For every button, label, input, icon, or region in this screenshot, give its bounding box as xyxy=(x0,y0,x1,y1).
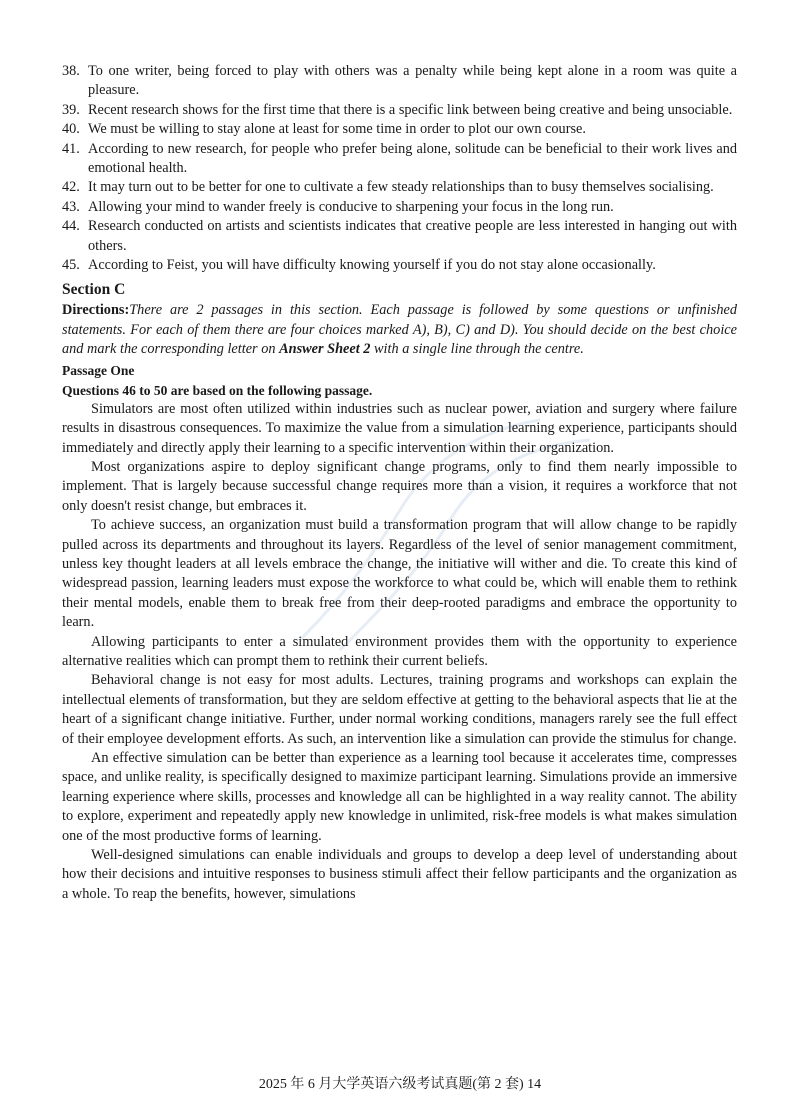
statement-number: 38. xyxy=(62,63,80,79)
directions-text-2: with a single line through the centre. xyxy=(370,341,584,358)
statement-item xyxy=(62,101,737,120)
statement-number: 40. xyxy=(62,121,80,138)
statement-text: According to new research, for people who prefer being alone, solitude can be beneficial to their work lives and emotional health. xyxy=(88,140,737,177)
statement-text: According to Feist, you will have difficulty knowing yourself if you do not stay alone occasionally. xyxy=(88,257,656,274)
statement-list xyxy=(62,62,737,275)
page-content xyxy=(62,62,737,904)
statement-item xyxy=(62,178,737,197)
passage-paragraph: An effective simulation can be better than experience as a learning tool because it accelerates time, compresses space, and unlike reality, is specifically designed to maximize participant learning. Simulations provide an immersive learning experience where skills, processes and knowledge all can be highlighted in a way reality cannot. The ability to explore, experiment and repeatedly apply new knowledge in unlimited, risk-free models is what makes simulation one of the most productive forms of learning. xyxy=(62,750,737,844)
statement-item xyxy=(62,62,737,101)
statement-number: 42. xyxy=(62,179,80,196)
statement-number: 45. xyxy=(62,257,80,274)
statement-text: Recent research shows for the first time that there is a specific link between being creative and being unsociable. xyxy=(88,101,733,118)
statement-text: It may turn out to be better for one to cultivate a few steady relationships than to busy themselves socialising. xyxy=(88,179,714,196)
passage-paragraph: Well-designed simulations can enable individuals and groups to develop a deep level of understanding about how their decisions and intuitive responses to business stimuli affect their fellow participants and the organization as a whole. To reap the benefits, however, simulations xyxy=(62,847,737,902)
statement-text: Research conducted on artists and scientists indicates that creative people are less interested in hanging out with others. xyxy=(88,218,737,254)
directions-text-1: There are 2 passages in this section. Each passage is followed by some questions or unfinished statements. For each of them there are four choices marked A), B), C) and D). You should decide on the best choice and mark the corresponding letter on xyxy=(62,302,737,358)
passage-paragraph: Allowing participants to enter a simulated environment provides them with the opportunity to experience alternative realities which can prompt them to rethink their current beliefs. xyxy=(62,633,737,669)
passage-body xyxy=(62,400,737,905)
statement-number: 41. xyxy=(62,140,80,157)
statement-item xyxy=(62,217,737,256)
answer-sheet-label: Answer Sheet 2 xyxy=(279,341,371,358)
statement-item xyxy=(62,256,737,275)
section-title: Section C xyxy=(62,281,126,299)
statement-text: We must be willing to stay alone at least for some time in order to plot our own course. xyxy=(88,121,586,138)
passage-paragraph: Behavioral change is not easy for most adults. Lectures, training programs and workshops can explain the intellectual elements of transformation, but they are seldom effective at getting to the behavioral aspects that lie at the heart of a significant change initiative. Further, under normal working conditions, managers rarely see the full effect of their employee development efforts. As such, an intervention like a simulation can provide the stimulus for change. xyxy=(62,672,737,747)
statement-text: Allowing your mind to wander freely is conducive to sharpening your focus in the long run. xyxy=(88,198,614,215)
passage-paragraph: To achieve success, an organization must build a transformation program that will allow change to be rapidly pulled across its departments and throughout its layers. Regardless of the level of senior management commitment, unless key thought leaders at all levels embrace the change, the initiative will wither and die. To create this kind of widespread passion, learning leaders must expose the workforce to what could be, which will enable them to rethink their mental models, enable them to break free from their deep-rooted paradigms and embrace the opportunity to learn. xyxy=(62,517,737,631)
statement-number: 43. xyxy=(62,198,80,215)
statement-number: 44. xyxy=(62,218,80,235)
directions-label: Directions: xyxy=(62,302,130,319)
statement-text: To one writer, being forced to play with others was a penalty while being kept alone in a room was quite a pleasure. xyxy=(88,63,737,99)
statement-item xyxy=(62,198,737,217)
statement-item xyxy=(62,140,737,179)
page-footer: 2025 年 6 月大学英语六级考试真题(第 2 套) 14 xyxy=(258,1077,542,1092)
passage-questions-line: Questions 46 to 50 are based on the following passage. xyxy=(62,382,373,398)
passage-title: Passage One xyxy=(62,362,135,378)
statement-number: 39. xyxy=(62,101,80,118)
directions xyxy=(62,301,737,359)
passage-paragraph: Most organizations aspire to deploy significant change programs, only to find them nearly impossible to implement. That is largely because successful change requires more than a vision, it requires a workforce that not only doesn't resist change, but embraces it. xyxy=(62,458,737,514)
statement-item xyxy=(62,120,737,139)
passage-paragraph: Simulators are most often utilized within industries such as nuclear power, aviation and surgery where failure results in disastrous consequences. To maximize the value from a simulation learning experience, participants should immediately and directly apply their learning to a specific intervention within their organization. xyxy=(62,400,737,456)
